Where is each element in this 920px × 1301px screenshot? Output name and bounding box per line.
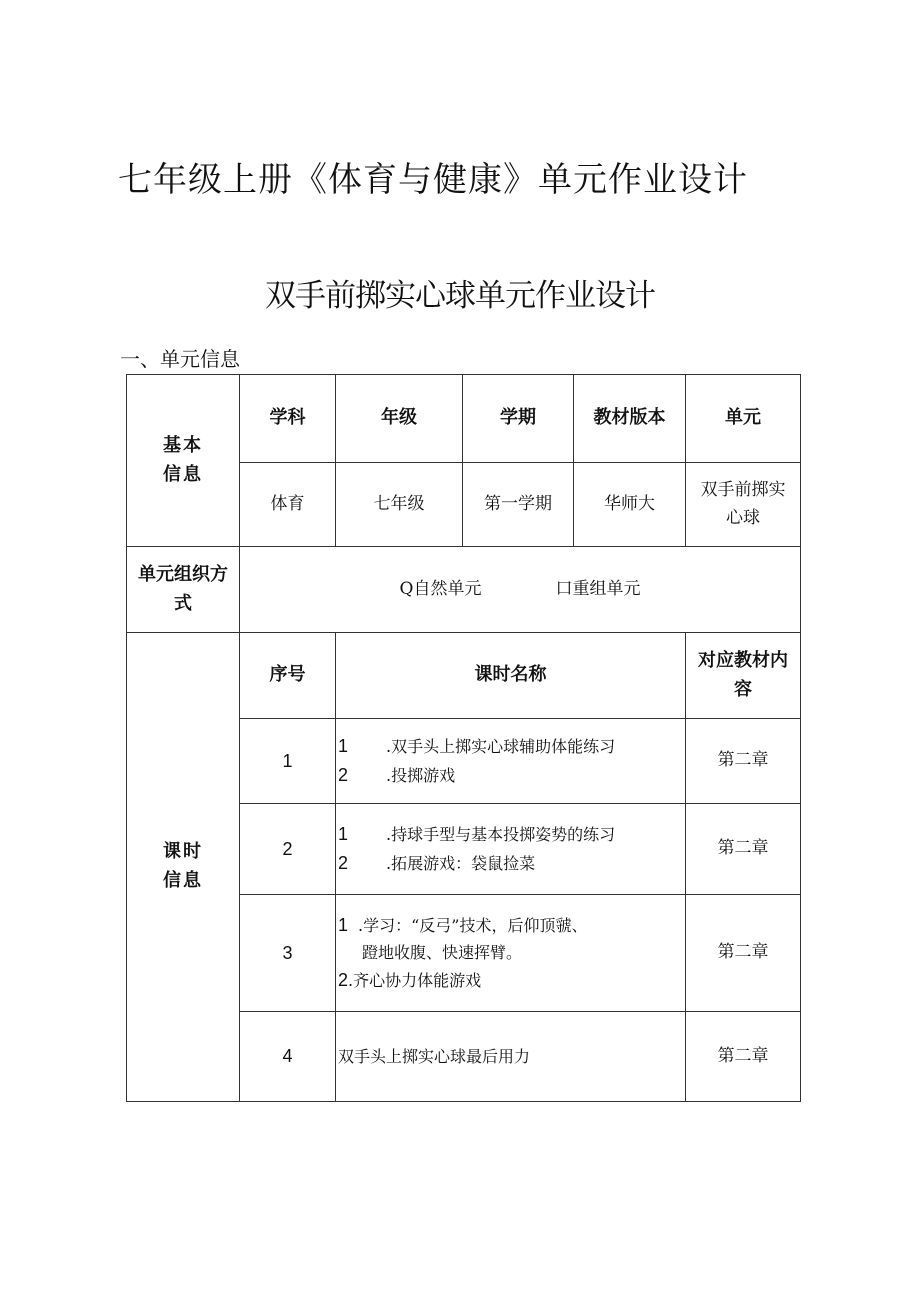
document-sub-title: 双手前掷实心球单元作业设计	[265, 278, 655, 314]
lesson-line-text: .投掷游戏	[386, 766, 456, 785]
basic-info-row-label	[127, 375, 240, 547]
lesson-line-number: 2	[338, 969, 349, 990]
unit-info-table	[126, 374, 801, 1102]
header-textbook-content	[686, 633, 801, 719]
lesson-name	[336, 804, 686, 895]
lesson-line-number: 2	[338, 765, 349, 785]
lesson-number: 2	[240, 804, 336, 895]
lesson-line-number: 1	[338, 736, 349, 757]
header-unit: 单元	[686, 375, 801, 463]
header-semester: 学期	[463, 375, 574, 463]
header-lesson-number: 序号	[240, 633, 336, 719]
lesson-name	[336, 895, 686, 1012]
basic-info-label-line2: 信息	[163, 463, 203, 485]
basic-info-header-row	[127, 375, 801, 463]
lesson-name	[336, 1012, 686, 1102]
organization-row	[127, 547, 801, 633]
lesson-line-text: .双手头上掷实心球辅助体能练习	[386, 737, 616, 757]
lesson-line-text: 双手头上掷实心球最后用力	[338, 1046, 531, 1066]
lesson-line-text: .齐心协力体能游戏	[348, 970, 482, 990]
lesson-textbook-content: 第二章	[686, 804, 801, 895]
lesson-line	[338, 911, 685, 940]
document-main-title: 七年级上册《体育与健康》单元作业设计	[118, 160, 748, 200]
lesson-textbook-content: 第二章	[686, 895, 801, 1012]
lesson-line	[338, 940, 685, 966]
value-unit-line1: 双手前掷实	[700, 480, 786, 501]
lesson-header-row	[127, 633, 801, 719]
header-textbook-content-line2: 容	[734, 678, 752, 700]
lesson-info-row-label	[127, 633, 240, 1102]
lesson-number: 1	[240, 719, 336, 804]
basic-info-label-line1: 基本	[163, 434, 203, 456]
lesson-line	[338, 820, 685, 849]
header-textbook-edition: 教材版本	[574, 375, 686, 463]
value-grade: 七年级	[336, 463, 463, 547]
lesson-line	[338, 732, 685, 761]
organization-label	[127, 547, 240, 633]
header-subject: 学科	[240, 375, 336, 463]
lesson-textbook-content: 第二章	[686, 719, 801, 804]
value-unit	[686, 463, 801, 547]
organization-label-line1: 单元组织方	[138, 563, 228, 585]
lesson-line-number: 1	[338, 915, 349, 936]
lesson-line-text: .持球手型与基本投掷姿势的练习	[386, 825, 616, 845]
section-heading-unit-info: 一、单元信息	[120, 347, 240, 371]
lesson-textbook-content: 第二章	[686, 1012, 801, 1102]
lesson-line	[338, 1044, 685, 1070]
organization-label-line2: 式	[174, 592, 192, 614]
value-subject: 体育	[240, 463, 336, 547]
lesson-number: 4	[240, 1012, 336, 1102]
option-regroup-unit: 口重组单元	[555, 578, 641, 599]
organization-options	[240, 547, 801, 633]
value-semester: 第一学期	[463, 463, 574, 547]
lesson-line-text: .拓展游戏：袋鼠捡菜	[386, 854, 536, 873]
lesson-name	[336, 719, 686, 804]
value-textbook-edition: 华师大	[574, 463, 686, 547]
lesson-line	[338, 849, 685, 878]
lesson-line	[338, 966, 685, 995]
lesson-line-text: 蹬地收腹、快速挥臂。	[362, 943, 523, 963]
header-textbook-content-line1: 对应教材内	[698, 649, 788, 671]
value-unit-line2: 心球	[726, 507, 760, 528]
option-natural-unit: Q自然单元	[399, 578, 482, 599]
header-lesson-name: 课时名称	[336, 633, 686, 719]
lesson-line	[338, 761, 685, 790]
lesson-line-text: .学习：“反弓”技术，后仰顶虢、	[358, 916, 588, 936]
lesson-line-number: 2	[338, 853, 349, 873]
lesson-info-label-line2: 信息	[163, 870, 203, 891]
lesson-line-number: 1	[338, 824, 349, 845]
lesson-number: 3	[240, 895, 336, 1012]
header-grade: 年级	[336, 375, 463, 463]
lesson-info-label-line1: 课时	[163, 841, 203, 863]
